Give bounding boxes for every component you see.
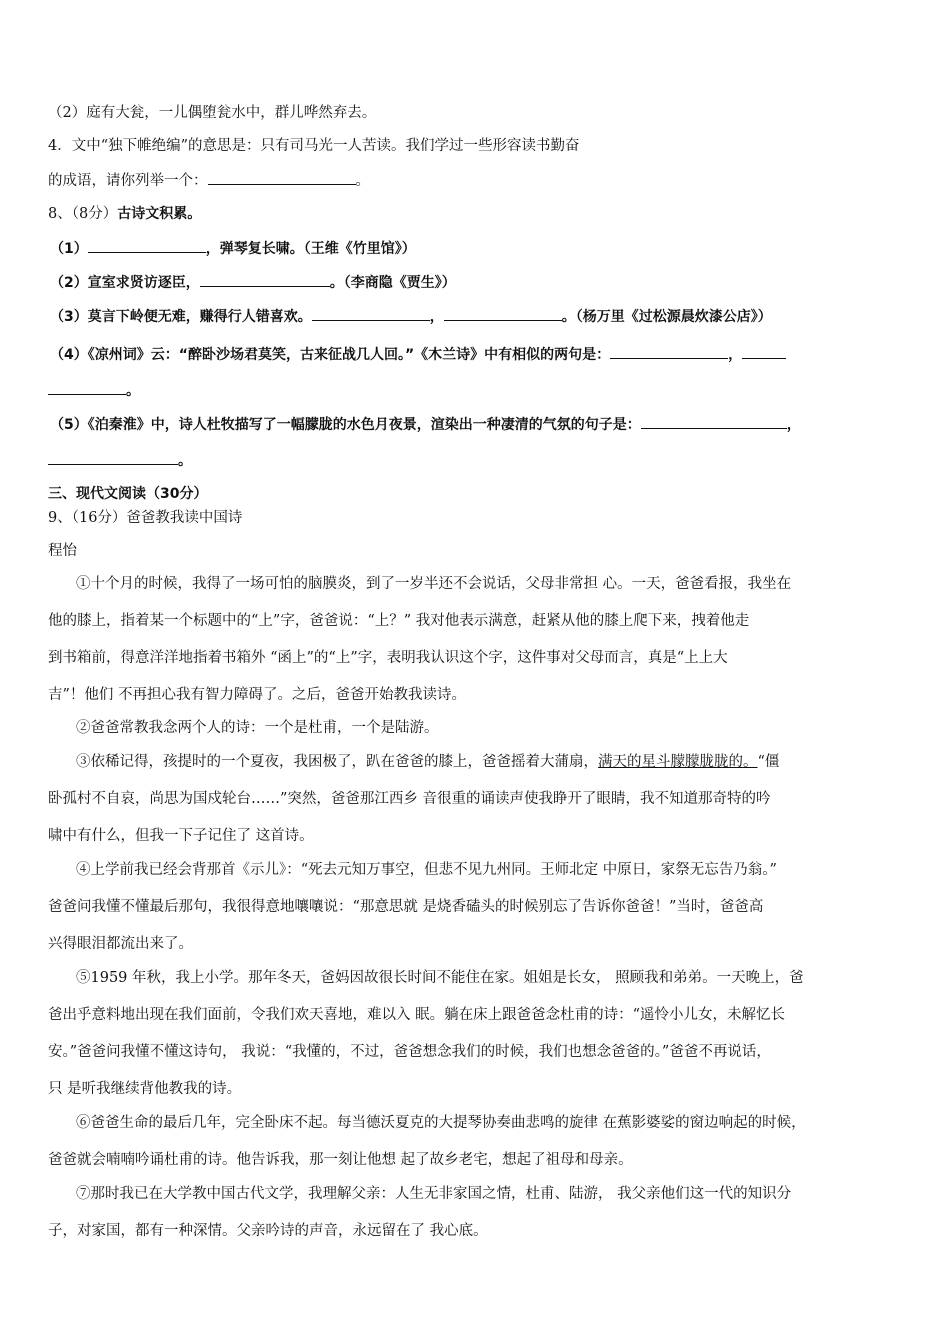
para-6-line-1: ⑥爸爸生命的最后几年，完全卧床不起。每当德沃夏克的大提琴协奏曲悲鸣的旋律 在蕉影婆娑的窗边响起的时候， (76, 1115, 806, 1131)
q8-1-text: ，弹琴复长啸。（王维《竹里馆》） (205, 241, 416, 257)
para-1-line-4: 吉”！他们 不再担心我有智力障碍了。之后，爸爸开始教我读诗。 (48, 687, 467, 703)
para-6-line-2: 爸爸就会喃喃吟诵杜甫的诗。他告诉我，那一刻让他想 起了故乡老宅，想起了祖母和母亲。 (48, 1152, 633, 1168)
q8-heading (48, 204, 201, 224)
answer-blank[interactable] (200, 272, 330, 287)
para-5-line-3: 安。”爸爸问我懂不懂这诗句， 我说：“我懂的，不过，爸爸想念我们的时候，我们也想念爸爸的。”爸爸不再说话， (48, 1044, 771, 1060)
para-1-line-3: 到书箱前，得意洋洋地指着书箱外 “函上”的“上”字，表明我认识这个字，这件事对父母而言，真是“上上大 (48, 650, 728, 666)
para-3-line-1 (76, 752, 779, 772)
para-7-line-2: 子，对家国，都有一种深情。父亲吟诗的声音，永远留在了 我心底。 (48, 1223, 488, 1239)
para-3-line-3: 啸中有什么，但我一下子记住了 这首诗。 (48, 828, 314, 844)
q8-item-4 (50, 344, 786, 365)
answer-blank[interactable] (742, 344, 786, 359)
section-3-heading: 三、现代文阅读（30分） (48, 486, 208, 502)
answer-blank[interactable] (48, 380, 126, 395)
answer-blank[interactable] (610, 344, 728, 359)
q8-item-3 (50, 306, 772, 327)
q8-4-text: （4）《凉州词》云：“醉卧沙场君莫笑，古来征战几人回。”《木兰诗》中有相似的两句是： (50, 347, 611, 363)
para-1-line-2: 他的膝上，指着某一个标题中的“上”字，爸爸说：“上？” 我对他表示满意，赶紧从他的膝上爬下来，拽着他走 (48, 613, 750, 629)
q8-5-end: 。 (178, 453, 192, 469)
q8-item-2 (50, 272, 456, 293)
answer-blank[interactable] (641, 414, 787, 429)
q8-3-comma: ， (429, 309, 444, 325)
para-3-quote-start: “僵 (757, 754, 780, 770)
q8-4-end: 。 (126, 383, 140, 399)
para-3-line-2: 卧孤村不自哀，尚思为国戍轮台……”突然，爸爸那江西乡 音很重的诵读声使我睁开了眼睛，我不知道那奇特的吟 (48, 791, 771, 807)
q8-item-1 (50, 238, 416, 259)
answer-blank[interactable] (48, 450, 178, 465)
answer-blank[interactable] (444, 306, 562, 321)
author: 程怡 (48, 543, 77, 559)
q8-5-text: （5）《泊秦淮》中，诗人杜牧描写了一幅朦胧的水色月夜景，渲染出一种凄清的气氛的句子是： (50, 417, 641, 433)
q8-item-5-cont (48, 450, 192, 471)
answer-blank[interactable] (208, 170, 356, 185)
para-7-line-1: ⑦那时我已在大学教中国古代文学，我理解父亲：人生无非家国之情，杜甫、陆游， 我父亲他们这一代的知识分 (76, 1186, 792, 1202)
q8-5-comma: ， (786, 417, 801, 433)
para-5-line-1: ⑤1959 年秋，我上小学。那年冬天，爸妈因故很长时间不能住在家。姐姐是长女， 照顾我和弟弟。一天晚上，爸 (76, 970, 804, 986)
answer-blank[interactable] (88, 238, 206, 253)
q8-3-source: 。（杨万里《过松源晨炊漆公店》） (561, 309, 772, 325)
q7-line-4b (48, 170, 370, 191)
q7-4b-text: 的成语，请你列举一个： (48, 173, 208, 189)
para-3-text: ③依稀记得，孩提时的一个夏夜，我困极了，趴在爸爸的膝上，爸爸摇着大蒲扇， (76, 754, 598, 770)
para-2: ②爸爸常教我念两个人的诗：一个是杜甫，一个是陆游。 (76, 720, 439, 736)
para-4-line-1: ④上学前我已经会背那首《示儿》：“死去元知万事空，但悲不见九州同。王师北定 中原日，家祭无忘告乃翁。” (76, 862, 777, 878)
q8-item-4-cont (48, 380, 140, 401)
para-1-line-1: ①十个月的时候，我得了一场可怕的脑膜炎，到了一岁半还不会说话，父母非常担 心。一天，爸爸看报，我坐在 (76, 576, 792, 592)
para-5-line-2: 爸出乎意料地出现在我们面前，令我们欢天喜地，难以入 眠。躺在床上跟爸爸念杜甫的诗：“遥怜小儿女，未解忆长 (48, 1007, 786, 1023)
q8-item-5 (50, 414, 801, 435)
q7-line-2: （2）庭有大瓮，一儿偶堕瓮水中，群儿哗然弃去。 (48, 105, 377, 121)
underlined-sentence: 满天的星斗朦朦胧胧的。 (598, 754, 758, 770)
para-5-line-4: 只 是听我继续背他教我的诗。 (48, 1081, 242, 1097)
q8-2-source: 。（李商隐《贾生》） (329, 275, 456, 291)
q8-4-comma: ， (728, 347, 743, 363)
q8-number: 8、（8分） (48, 206, 118, 222)
q8-3-text: （3）莫言下岭便无难，赚得行人错喜欢。 (50, 309, 312, 325)
q7-line-4a: 4．文中“独下帷绝编”的意思是：只有司马光一人苦读。我们学过一些形容读书勤奋 (48, 138, 580, 154)
q8-title: 古诗文积累。 (117, 206, 202, 222)
q9-heading: 9、（16分）爸爸教我读中国诗 (48, 510, 243, 526)
q8-1-label: （1） (50, 241, 88, 257)
para-4-line-2: 爸爸问我懂不懂最后那句，我很得意地嚷嚷说：“那意思就 是烧香磕头的时候别忘了告诉你爸爸！”当时，爸爸高 (48, 899, 764, 915)
para-4-line-3: 兴得眼泪都流出来了。 (48, 936, 193, 952)
q8-2-text: （2）宣室求贤访逐臣， (50, 275, 200, 291)
answer-blank[interactable] (312, 306, 430, 321)
q7-4b-end: 。 (355, 173, 370, 189)
